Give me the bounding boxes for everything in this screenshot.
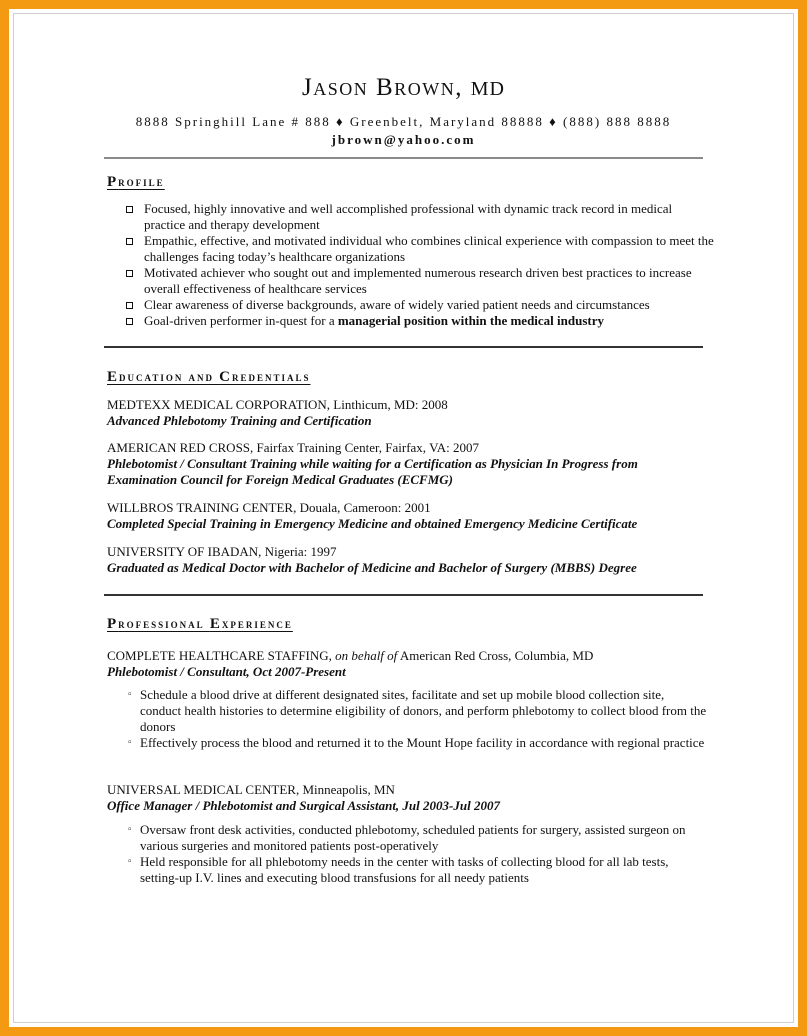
education-org: MEDTEXX MEDICAL CORPORATION, Linthicum, MD: 2008 (107, 397, 448, 412)
job-org: UNIVERSAL MEDICAL CENTER, Minneapolis, MN (107, 782, 395, 797)
profile-item: Focused, highly innovative and well accomplished professional with dynamic track record in medical practice and therapy development (124, 201, 714, 233)
education-org: UNIVERSITY OF IBADAN, Nigeria: 1997 (107, 544, 337, 559)
education-org: AMERICAN RED CROSS, Fairfax Training Center, Fairfax, VA: 2007 (107, 440, 480, 455)
credential-text: MD (470, 78, 505, 100)
bullet-icon: ▫ (128, 856, 132, 867)
experience-heading: Professional Experience (107, 616, 293, 632)
profile-heading: Profile (107, 174, 165, 190)
name-text: Jason Brown, (302, 74, 463, 101)
checkbox-bullet-icon (126, 318, 133, 325)
duty-item: ▫ Held responsible for all phlebotomy needs in the center with tasks of collecting blood for all lab tests, setting-up I.V. lines and executing blood transfusions for all needy patients (128, 854, 669, 885)
education-entry (107, 397, 707, 429)
profile-item: Goal-driven performer in-quest for a managerial position within the medical industry (124, 313, 714, 329)
header-divider (104, 157, 703, 159)
education-org: WILLBROS TRAINING CENTER, Douala, Cameroon: 2001 (107, 500, 431, 515)
job-org: COMPLETE HEALTHCARE STAFFING, on behalf of American Red Cross, Columbia, MD (107, 648, 594, 663)
duty-item: ▫ Oversaw front desk activities, conducted phlebotomy, scheduled patients for surgery, assisted surgeon on various surgeries and monitored patients post-operatively (128, 822, 686, 853)
education-entry (107, 440, 707, 488)
job-entry (107, 782, 707, 814)
education-entry (107, 500, 707, 532)
bullet-icon: ▫ (128, 737, 132, 748)
bullet-icon: ▫ (128, 824, 132, 835)
bullet-icon: ▫ (128, 689, 132, 700)
checkbox-bullet-icon (126, 302, 133, 309)
address-line: 8888 Springhill Lane # 888 ♦ Greenbelt, Maryland 88888 ♦ (888) 888 8888 (135, 114, 672, 129)
profile-list (124, 201, 714, 329)
profile-item: Empathic, effective, and motivated individual who combines clinical experience with compassion to meet the challenges facing today’s healthcare organizations (124, 233, 714, 265)
job-role: Office Manager / Phlebotomist and Surgical Assistant, Jul 2003-Jul 2007 (107, 798, 500, 813)
job-role: Phlebotomist / Consultant, Oct 2007-Present (107, 664, 346, 679)
education-detail: Graduated as Medical Doctor with Bachelor of Medicine and Bachelor of Surgery (MBBS) Degree (107, 560, 637, 575)
education-heading: Education and Credentials (107, 369, 311, 385)
section-divider (104, 594, 703, 596)
job-duties (128, 822, 708, 886)
education-detail: Completed Special Training in Emergency Medicine and obtained Emergency Medicine Certificate (107, 516, 638, 531)
profile-item: Clear awareness of diverse backgrounds, aware of widely varied patient needs and circumstances (124, 297, 714, 313)
job-entry (107, 648, 707, 680)
duty-item: ▫ Schedule a blood drive at different designated sites, facilitate and set up mobile blood collection site, conduct health histories to determine eligibility of donors, and perform phlebotomy to collect blood from the donors (128, 687, 707, 734)
job-duties (128, 687, 708, 751)
checkbox-bullet-icon (126, 206, 133, 213)
section-divider (104, 346, 703, 348)
checkbox-bullet-icon (126, 270, 133, 277)
education-detail: Advanced Phlebotomy Training and Certification (107, 413, 372, 428)
checkbox-bullet-icon (126, 238, 133, 245)
email-line: jbrown@yahoo.com (331, 132, 476, 147)
education-entry (107, 544, 707, 576)
duty-item: ▫ Effectively process the blood and returned it to the Mount Hope facility in accordance with regional practice (128, 735, 705, 750)
profile-item: Motivated achiever who sought out and implemented numerous research driven best practices to increase overall effectiveness of healthcare services (124, 265, 714, 297)
education-detail: Phlebotomist / Consultant Training while waiting for a Certification as Physician In Progress from Examination Council for Foreign Medical Graduates (ECFMG) (107, 456, 638, 487)
candidate-name (0, 74, 807, 102)
